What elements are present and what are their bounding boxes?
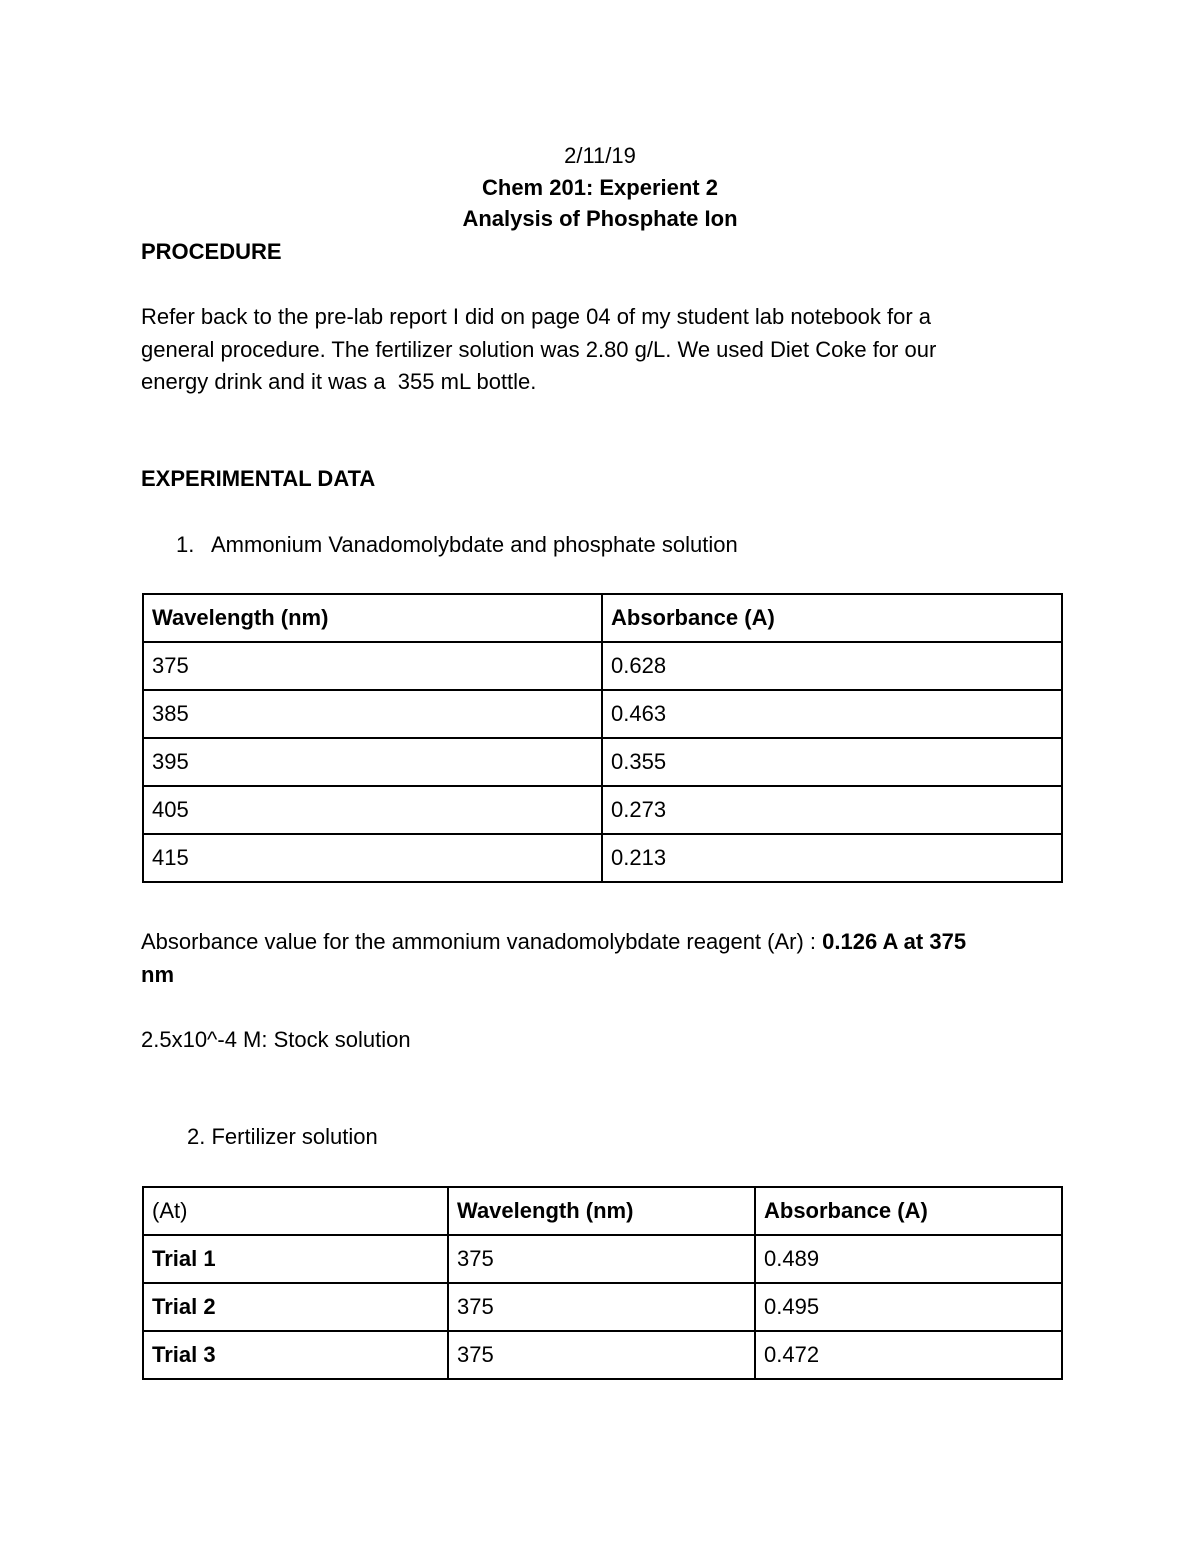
list-item-title-2: 2. Fertilizer solution — [187, 1124, 378, 1149]
table-cell: 385 — [143, 690, 602, 738]
list-item-number-1: 1. — [176, 532, 195, 557]
experiment-title: Analysis of Phosphate Ion — [462, 206, 738, 231]
table-row-label: Trial 3 — [143, 1331, 448, 1379]
procedure-line-2: general procedure. The fertilizer solution was 2.80 g/L. We used Diet Coke for our — [141, 336, 937, 362]
table-cell: 0.355 — [602, 738, 1062, 786]
table-row — [143, 1331, 1062, 1379]
table-header-cell: Wavelength (nm) — [143, 594, 602, 642]
table-row — [143, 1283, 1062, 1331]
table-header-cell: Absorbance (A) — [755, 1187, 1062, 1235]
procedure-line-3: energy drink and it was a 355 mL bottle. — [141, 369, 537, 394]
procedure-paragraph — [141, 301, 1041, 399]
table-cell: 395 — [143, 738, 602, 786]
table-cell: 415 — [143, 834, 602, 882]
table-header-cell: Wavelength (nm) — [448, 1187, 755, 1235]
table-cell: 405 — [143, 786, 602, 834]
table-header-row — [143, 1187, 1062, 1235]
table-header-cell: Absorbance (A) — [602, 594, 1062, 642]
table-cell: 0.495 — [755, 1283, 1062, 1331]
procedure-line-1: Refer back to the pre-lab report I did on page 04 of my student lab notebook for a — [141, 304, 932, 329]
reagent-note-value-unit: nm — [141, 961, 174, 987]
reagent-note-text: Absorbance value for the ammonium vanadomolybdate reagent (Ar) : — [141, 929, 823, 954]
table-row — [143, 690, 1062, 738]
stock-solution-note: 2.5x10^-4 M: Stock solution — [141, 1027, 411, 1052]
list-item-title-1: Ammonium Vanadomolybdate and phosphate solution — [211, 532, 738, 557]
absorbance-table-1 — [142, 593, 1063, 883]
reagent-absorbance-note — [141, 926, 1041, 991]
table-header-cell: (At) — [143, 1187, 448, 1235]
table-cell: 0.628 — [602, 642, 1062, 690]
reagent-note-line-1 — [141, 926, 1041, 959]
fertilizer-trials-table — [142, 1186, 1063, 1380]
table-row-label: Trial 2 — [143, 1283, 448, 1331]
experimental-data-heading: EXPERIMENTAL DATA — [141, 466, 376, 491]
document-date: 2/11/19 — [564, 143, 636, 168]
table-row — [143, 786, 1062, 834]
table-cell: 0.213 — [602, 834, 1062, 882]
table-cell: 375 — [448, 1283, 755, 1331]
table-cell: 375 — [448, 1235, 755, 1283]
table-cell: 0.273 — [602, 786, 1062, 834]
table-cell: 0.463 — [602, 690, 1062, 738]
table-row-label: Trial 1 — [143, 1235, 448, 1283]
table-row — [143, 1235, 1062, 1283]
table-cell: 375 — [143, 642, 602, 690]
table-row — [143, 738, 1062, 786]
table-header-row — [143, 594, 1062, 642]
table-row — [143, 834, 1062, 882]
procedure-heading: PROCEDURE — [141, 239, 282, 264]
table-cell: 0.489 — [755, 1235, 1062, 1283]
reagent-note-value: 0.126 A at 375 — [822, 929, 967, 954]
course-title: Chem 201: Experient 2 — [482, 175, 718, 200]
table-cell: 0.472 — [755, 1331, 1062, 1379]
table-cell: 375 — [448, 1331, 755, 1379]
table-row — [143, 642, 1062, 690]
